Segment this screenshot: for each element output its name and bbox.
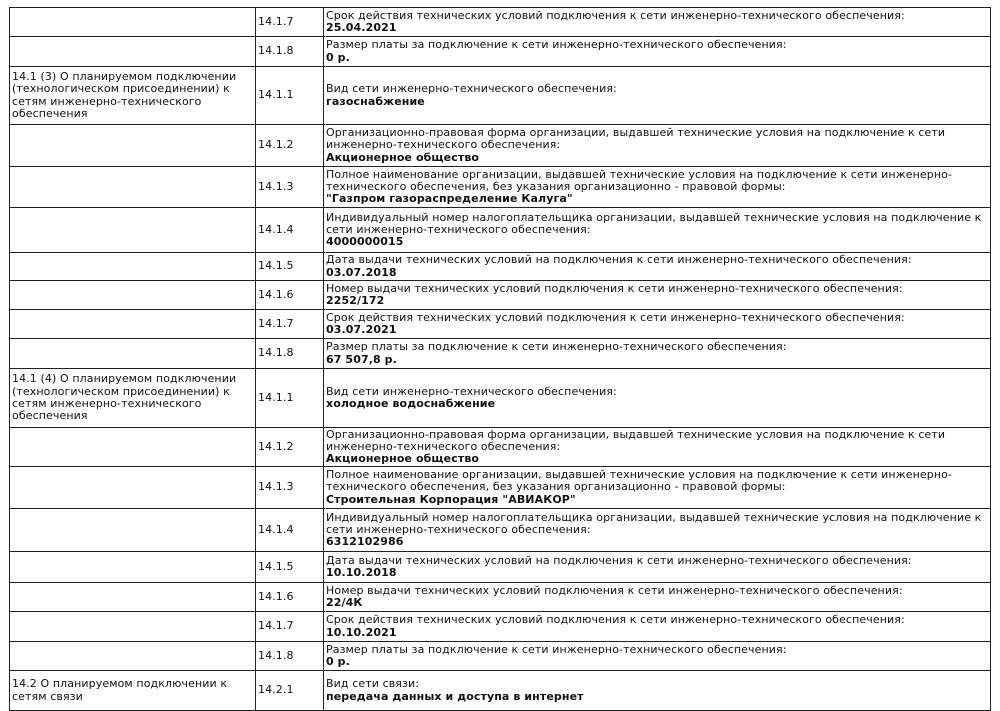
item-label: Вид сети связи: (326, 677, 420, 691)
table-row (10, 509, 991, 552)
table-row (10, 167, 991, 208)
item-cell (324, 428, 991, 467)
section-cell: 14.1 (4) О планируемом подключении (технологическом присоединении) к сетям инженерно-технического обеспечения (10, 369, 256, 428)
item-code: 14.1.1 (256, 369, 324, 428)
item-label: Размер платы за подключение к сети инженерно-технического обеспечения: (326, 642, 787, 656)
item-code: 14.1.1 (256, 67, 324, 125)
table-row (10, 125, 991, 167)
item-value: 4000000015 (326, 235, 404, 249)
item-code: 14.1.7 (256, 8, 324, 37)
item-label: Дата выдачи технических условий на подключения к сети инженерно-технического обеспечения: (326, 553, 912, 567)
item-cell (324, 37, 991, 67)
section-cell: 14.2 О планируемом подключении к сетям связи (10, 671, 256, 711)
item-label: Размер платы за подключение к сети инженерно-технического обеспечения: (326, 340, 787, 354)
item-label: Номер выдачи технических условий подключения к сети инженерно-технического обеспечения: (326, 583, 903, 597)
section-cell (10, 37, 256, 67)
item-code: 14.1.8 (256, 339, 324, 369)
table-row (10, 253, 991, 281)
item-code: 14.1.3 (256, 167, 324, 208)
item-label: Полное наименование организации, выдавшей технические условия на подключение к сети инженерно-технического обеспечения, без указания организационно - правовой формы: (326, 167, 953, 193)
section-cell (10, 428, 256, 467)
item-code: 14.1.7 (256, 310, 324, 339)
table-row (10, 8, 991, 37)
table-row (10, 310, 991, 339)
section-cell (10, 552, 256, 583)
item-value: 2252/172 (326, 294, 385, 307)
section-cell: 14.1 (3) О планируемом подключении (технологическом присоединении) к сетям инженерно-технического обеспечения (10, 67, 256, 125)
section-cell (10, 167, 256, 208)
item-label: Вид сети инженерно-технического обеспечения: (326, 384, 617, 398)
section-cell (10, 583, 256, 612)
item-cell (324, 671, 991, 711)
table-row (10, 642, 991, 671)
section-cell (10, 253, 256, 281)
table-row (10, 552, 991, 583)
table-row (10, 428, 991, 467)
item-cell (324, 281, 991, 310)
item-value: Строительная Корпорация "АВИАКОР" (326, 492, 576, 506)
item-value: 0 р. (326, 50, 350, 64)
item-cell (324, 583, 991, 612)
item-cell (324, 208, 991, 253)
item-cell (324, 8, 991, 37)
item-cell (324, 167, 991, 208)
item-label: Размер платы за подключение к сети инженерно-технического обеспечения: (326, 38, 787, 52)
section-cell (10, 642, 256, 671)
item-label: Срок действия технических условий подключения к сети инженерно-технического обеспечения: (326, 8, 905, 22)
item-code: 14.2.1 (256, 671, 324, 711)
table-row (10, 583, 991, 612)
item-value: 67 507,8 р. (326, 352, 397, 366)
item-label: Индивидуальный номер налогоплательщика организации, выдавшей технические условия на подключение к сети инженерно-технического обеспечения: (326, 210, 982, 236)
item-code: 14.1.4 (256, 208, 324, 253)
item-label: Организационно-правовая форма организации, выдавшей технические условия на подключение к сети инженерно-технического обеспечения: (326, 427, 946, 453)
item-label: Организационно-правовая форма организации, выдавшей технические условия на подключение к сети инженерно-технического обеспечения: (326, 126, 946, 152)
table-row (10, 612, 991, 642)
project-declaration-table (9, 7, 991, 711)
item-value: 03.07.2018 (326, 265, 397, 279)
item-code: 14.1.3 (256, 467, 324, 509)
item-value: 03.07.2021 (326, 323, 397, 336)
section-cell (10, 310, 256, 339)
item-cell (324, 612, 991, 642)
item-cell (324, 509, 991, 552)
item-value: 6312102986 (326, 535, 404, 549)
item-cell (324, 339, 991, 369)
item-label: Номер выдачи технических условий подключения к сети инженерно-технического обеспечения: (326, 281, 903, 295)
item-value: холодное водоснабжение (326, 397, 496, 410)
item-code: 14.1.4 (256, 509, 324, 552)
table-row (10, 671, 991, 711)
item-label: Дата выдачи технических условий на подключения к сети инженерно-технического обеспечения: (326, 253, 912, 267)
item-code: 14.1.6 (256, 281, 324, 310)
item-code: 14.1.6 (256, 583, 324, 612)
item-code: 14.1.7 (256, 612, 324, 642)
item-code: 14.1.5 (256, 552, 324, 583)
item-label: Вид сети инженерно-технического обеспечения: (326, 82, 617, 96)
item-cell (324, 467, 991, 509)
item-cell (324, 369, 991, 428)
item-code: 14.1.2 (256, 428, 324, 467)
item-value: Акционерное общество (326, 150, 480, 164)
table-row (10, 467, 991, 509)
item-cell (324, 253, 991, 281)
item-label: Срок действия технических условий подключения к сети инженерно-технического обеспечения: (326, 613, 905, 627)
section-cell (10, 281, 256, 310)
item-code: 14.1.8 (256, 642, 324, 671)
section-cell (10, 467, 256, 509)
item-value: 10.10.2018 (326, 566, 397, 579)
item-value: "Газпром газораспределение Калуга" (326, 192, 573, 206)
section-cell (10, 208, 256, 253)
item-value: 0 р. (326, 655, 350, 668)
section-cell (10, 339, 256, 369)
table-row (10, 208, 991, 253)
item-value: 10.10.2021 (326, 625, 397, 639)
table-row (10, 37, 991, 67)
item-value: передача данных и доступа в интернет (326, 689, 584, 703)
item-value: газоснабжение (326, 94, 425, 108)
section-cell (10, 612, 256, 642)
item-label: Срок действия технических условий подключения к сети инженерно-технического обеспечения: (326, 310, 905, 324)
item-cell (324, 67, 991, 125)
item-code: 14.1.8 (256, 37, 324, 67)
item-cell (324, 552, 991, 583)
item-code: 14.1.2 (256, 125, 324, 167)
item-label: Полное наименование организации, выдавшей технические условия на подключение к сети инженерно-технического обеспечения, без указания организационно - правовой формы: (326, 468, 953, 494)
item-cell (324, 125, 991, 167)
table-row (10, 67, 991, 125)
item-cell (324, 310, 991, 339)
item-value: Акционерное общество (326, 452, 480, 466)
section-cell (10, 125, 256, 167)
item-cell (324, 642, 991, 671)
item-label: Индивидуальный номер налогоплательщика организации, выдавшей технические условия на подключение к сети инженерно-технического обеспечения: (326, 510, 982, 536)
item-value: 22/4К (326, 596, 363, 609)
table-row (10, 369, 991, 428)
item-value: 25.04.2021 (326, 21, 397, 34)
item-code: 14.1.5 (256, 253, 324, 281)
table-row (10, 339, 991, 369)
table-row (10, 281, 991, 310)
section-cell (10, 509, 256, 552)
section-cell (10, 8, 256, 37)
